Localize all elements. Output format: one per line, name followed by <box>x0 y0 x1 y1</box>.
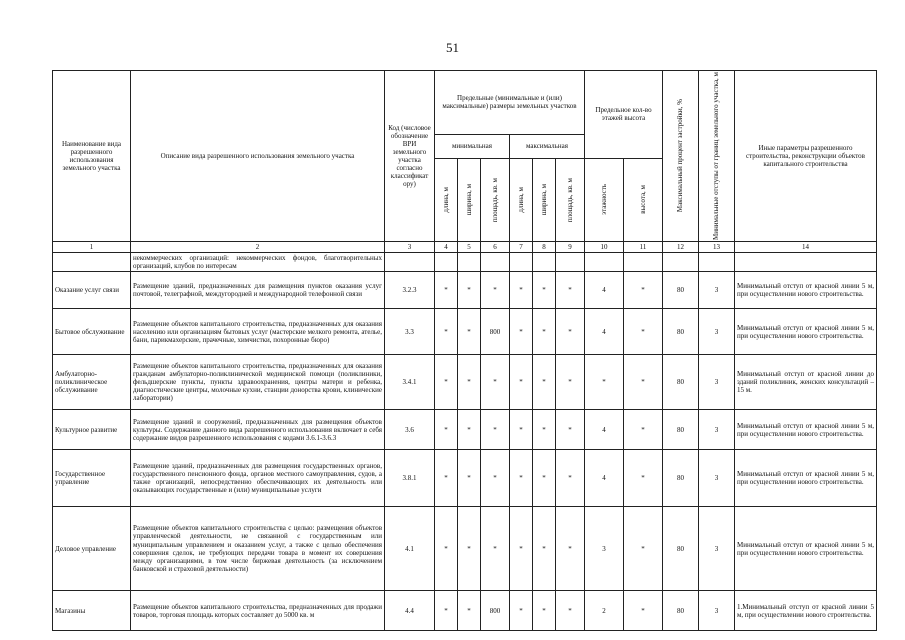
row-other-params: Минимальный отступ от красной линии 5 м, при осуществлении нового строительства. <box>735 272 877 309</box>
row-floors: 4 <box>585 309 624 355</box>
row-name: Амбулаторно-поликлиническое обслуживание <box>53 355 131 410</box>
row-name: Магазины <box>53 591 131 631</box>
row-percent: 80 <box>663 272 699 309</box>
row-other-params: Минимальный отступ от красной линии 5 м, при осуществлении нового строительства. <box>735 410 877 450</box>
row-area-min: * <box>481 355 510 410</box>
page-number: 51 <box>446 40 459 55</box>
table-row <box>53 272 877 309</box>
row-width-min: * <box>458 591 481 631</box>
row-width-min: * <box>458 309 481 355</box>
row-setback: 3 <box>699 450 735 507</box>
header-code: Код (числовое обозначение ВРИ земельного участка согласно классификат ору) <box>385 71 435 242</box>
column-number: 3 <box>385 241 435 252</box>
row-width-max: * <box>533 591 556 631</box>
row-length-max: * <box>510 272 533 309</box>
row-width-max: * <box>533 507 556 591</box>
column-number: 12 <box>663 241 699 252</box>
row-height: * <box>624 410 663 450</box>
row-code: 3.6 <box>385 410 435 450</box>
row-length-min: * <box>435 410 458 450</box>
row-height: * <box>624 272 663 309</box>
row-code: 4.1 <box>385 507 435 591</box>
row-other-params: Минимальный отступ от красной линии 5 м, при осуществлении нового строительства. <box>735 309 877 355</box>
header-percent: Максимальный процент застройки, % <box>663 71 699 242</box>
row-name: Деловое управление <box>53 507 131 591</box>
row-description: Размещение зданий и сооружений, предназначенных для размещения объектов культуры. Содержание данного вида разрешенного использования включает в себя содержание видов разрешенного использования с кодами 3.6.1-3.6.3 <box>131 410 385 450</box>
row-other-params: Минимальный отступ от красной линии 5 м, при осуществлении нового строительства. <box>735 450 877 507</box>
row-width-min: * <box>458 450 481 507</box>
row-area-min: * <box>481 410 510 450</box>
column-number: 2 <box>131 241 385 252</box>
row-area-max: * <box>556 272 585 309</box>
header-width-min: ширина, м <box>458 158 481 241</box>
header-area-min: площадь, кв. м <box>481 158 510 241</box>
row-length-max: * <box>510 450 533 507</box>
row-setback: 3 <box>699 410 735 450</box>
row-name: Культурное развитие <box>53 410 131 450</box>
row-length-min: * <box>435 450 458 507</box>
row-floors: 4 <box>585 272 624 309</box>
row-code: 4.4 <box>385 591 435 631</box>
row-setback: 3 <box>699 507 735 591</box>
row-area-min: * <box>481 507 510 591</box>
header-height: высота, м <box>624 158 663 241</box>
row-percent: 80 <box>663 355 699 410</box>
header-name: Наименование вида разрешенного использования земельного участка <box>53 71 131 242</box>
column-number: 1 <box>53 241 131 252</box>
row-width-min: * <box>458 410 481 450</box>
column-number: 13 <box>699 241 735 252</box>
row-length-min: * <box>435 272 458 309</box>
row-width-min: * <box>458 355 481 410</box>
row-percent: 80 <box>663 450 699 507</box>
column-number-row <box>53 241 877 252</box>
table-row <box>53 507 877 591</box>
header-sizes: Предельные (минимальные и (или) максимальные) размеры земельных участков <box>435 71 585 135</box>
header-area-max: площадь, кв. м <box>556 158 585 241</box>
header-length-max: длина, м <box>510 158 533 241</box>
row-area-max: * <box>556 591 585 631</box>
continuation-text: некоммерческих организаций: некоммерческих фондов, благотворительных организаций, клубов по интересам <box>131 252 385 271</box>
row-area-min: 800 <box>481 591 510 631</box>
row-length-min: * <box>435 507 458 591</box>
column-number: 5 <box>458 241 481 252</box>
row-width-min: * <box>458 272 481 309</box>
row-name: Государственное управление <box>53 450 131 507</box>
row-floors: 2 <box>585 591 624 631</box>
row-description: Размещение объектов капитального строительства, предназначенных для оказания гражданам амбулаторно-поликлинической медицинской помощи (поликлиники, фельдшерские пункты, пункты здравоохранения, центры матери и ребенка, диагностические центры, молочные кухни, станции донорства крови, клинические лаборатории) <box>131 355 385 410</box>
row-setback: 3 <box>699 591 735 631</box>
row-name: Бытовое обслуживание <box>53 309 131 355</box>
header-width-max: ширина, м <box>533 158 556 241</box>
row-width-max: * <box>533 355 556 410</box>
table-row <box>53 410 877 450</box>
header-min: минимальная <box>435 134 510 158</box>
row-setback: 3 <box>699 309 735 355</box>
row-floors: 3 <box>585 507 624 591</box>
table-row <box>53 591 877 631</box>
row-area-max: * <box>556 450 585 507</box>
row-floors: * <box>585 355 624 410</box>
row-width-max: * <box>533 309 556 355</box>
header-setback: Минимальные отступы от границ земельного участка, м <box>699 71 735 242</box>
row-width-max: * <box>533 272 556 309</box>
row-length-min: * <box>435 591 458 631</box>
table-row <box>53 450 877 507</box>
row-area-min: * <box>481 450 510 507</box>
row-description: Размещение объектов капитального строительства, предназначенных для продажи товаров, торговая площадь которых составляет до 5000 кв. м <box>131 591 385 631</box>
column-number: 7 <box>510 241 533 252</box>
row-name: Оказание услуг связи <box>53 272 131 309</box>
row-width-max: * <box>533 410 556 450</box>
row-area-min: 800 <box>481 309 510 355</box>
row-description: Размещение зданий, предназначенных для размещения государственных органов, государственного пенсионного фонда, органов местного самоуправления, судов, а также организаций, непосредственно обеспечивающих их деятельность или оказывающих государственные и (или) муниципальные услуги <box>131 450 385 507</box>
row-description: Размещение объектов капитального строительства с целью: размещения объектов управленческой деятельности, не связанной с государственным или муниципальным управлением и оказанием услуг, а также с целью обеспечения совершения сделок, не требующих передачи товара в момент их совершения между организациями, в том числе биржевая деятельность (за исключением банковской и страховой деятельности) <box>131 507 385 591</box>
row-code: 3.2.3 <box>385 272 435 309</box>
column-number: 11 <box>624 241 663 252</box>
row-description: Размещение объектов капитального строительства, предназначенных для оказания населению или организациям бытовых услуг (мастерские мелкого ремонта, ателье, бани, парикмахерские, прачечные, химчистки, похоронные бюро) <box>131 309 385 355</box>
header-description: Описание вида разрешенного использования земельного участка <box>131 71 385 242</box>
row-height: * <box>624 450 663 507</box>
row-length-max: * <box>510 410 533 450</box>
table-row <box>53 355 877 410</box>
row-height: * <box>624 507 663 591</box>
row-other-params: 1.Минимальный отступ от красной линии 5 м, при осуществлении нового строительства. <box>735 591 877 631</box>
column-number: 8 <box>533 241 556 252</box>
column-number: 10 <box>585 241 624 252</box>
row-length-max: * <box>510 355 533 410</box>
header-length-min: длина, м <box>435 158 458 241</box>
row-percent: 80 <box>663 309 699 355</box>
row-percent: 80 <box>663 410 699 450</box>
row-percent: 80 <box>663 591 699 631</box>
row-setback: 3 <box>699 355 735 410</box>
column-number: 9 <box>556 241 585 252</box>
row-width-min: * <box>458 507 481 591</box>
row-length-max: * <box>510 309 533 355</box>
row-area-min: * <box>481 272 510 309</box>
row-height: * <box>624 591 663 631</box>
row-area-max: * <box>556 410 585 450</box>
row-area-max: * <box>556 309 585 355</box>
column-number: 6 <box>481 241 510 252</box>
row-other-params: Минимальный отступ от красной линии 5 м, при осуществлении нового строительства. <box>735 507 877 591</box>
land-use-table <box>52 70 877 631</box>
row-length-max: * <box>510 507 533 591</box>
row-percent: 80 <box>663 507 699 591</box>
table-row <box>53 309 877 355</box>
row-height: * <box>624 309 663 355</box>
row-area-max: * <box>556 507 585 591</box>
continuation-row <box>53 252 877 271</box>
header-floors: Предельное кол-во этажей высота <box>585 71 663 159</box>
row-floors: 4 <box>585 410 624 450</box>
row-area-max: * <box>556 355 585 410</box>
row-other-params: Минимальный отступ от красной линии до зданий поликлиник, женских консультаций – 15 м. <box>735 355 877 410</box>
row-code: 3.3 <box>385 309 435 355</box>
row-width-max: * <box>533 450 556 507</box>
row-code: 3.4.1 <box>385 355 435 410</box>
row-length-max: * <box>510 591 533 631</box>
column-number: 14 <box>735 241 877 252</box>
row-floors: 4 <box>585 450 624 507</box>
column-number: 4 <box>435 241 458 252</box>
header-other: Иные параметры разрешенного строительства, реконструкции объектов капитального строительства <box>735 71 877 242</box>
row-length-min: * <box>435 309 458 355</box>
row-setback: 3 <box>699 272 735 309</box>
header-max: максимальная <box>510 134 585 158</box>
row-height: * <box>624 355 663 410</box>
header-floor-count: этажность <box>585 158 624 241</box>
row-code: 3.8.1 <box>385 450 435 507</box>
row-description: Размещение зданий, предназначенных для размещения пунктов оказания услуг почтовой, телеграфной, междугородней и международной телефонной связи <box>131 272 385 309</box>
row-length-min: * <box>435 355 458 410</box>
